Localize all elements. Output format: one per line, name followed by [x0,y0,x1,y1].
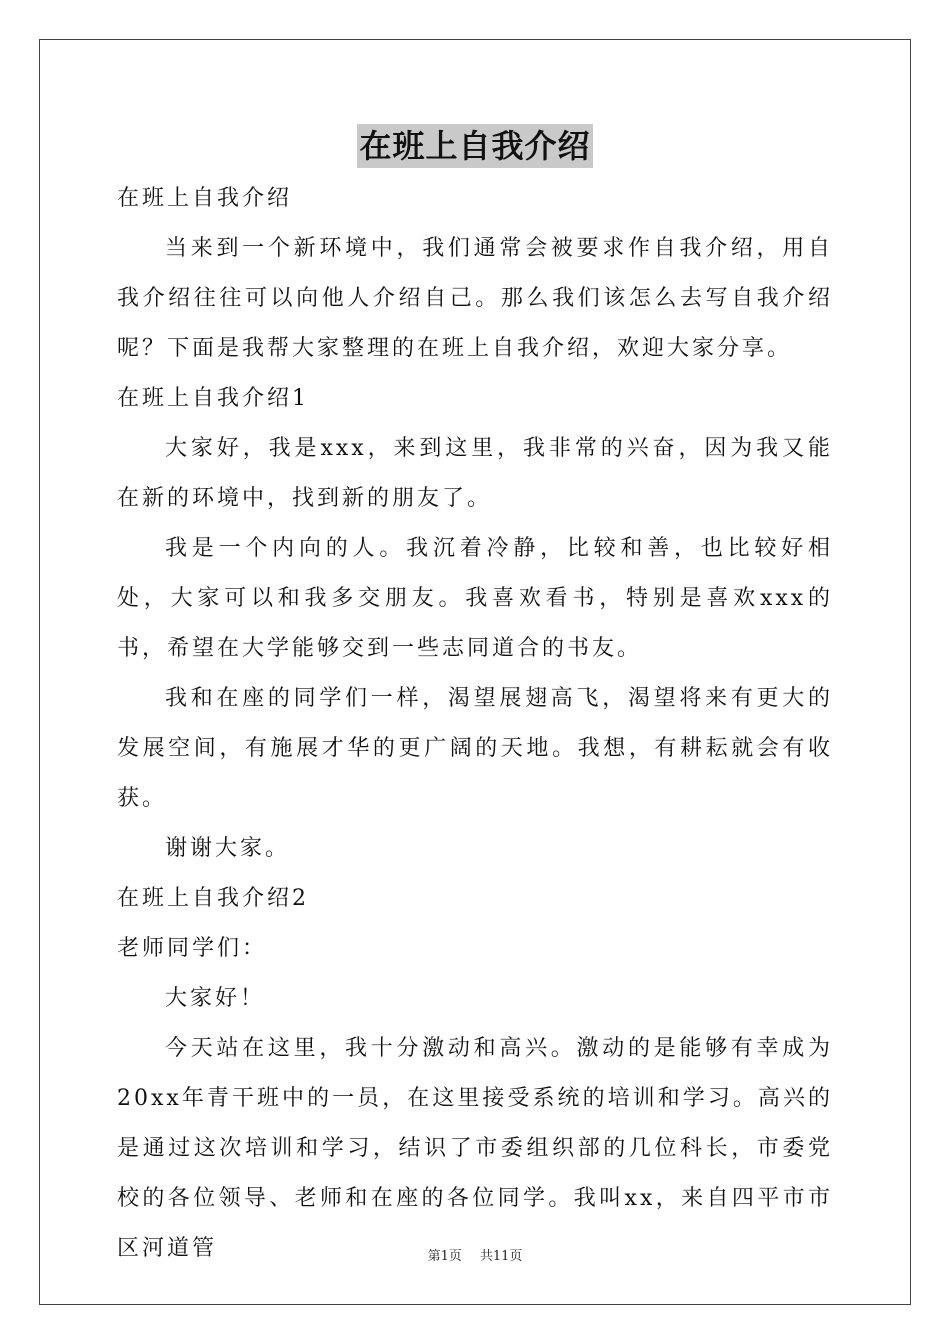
title-container [0,124,950,168]
page-footer [0,1248,950,1266]
body-paragraph: 大家好，我是xxx，来到这里，我非常的兴奋，因为我又能在新的环境中，找到新的朋友了。 [117,436,833,511]
section-heading: 在班上自我介绍1 [117,386,309,411]
body-paragraph: 今天站在这里，我十分激动和高兴。激动的是能够有幸成为20xx年青干班中的一员，在这里接受系统的培训和学习。高兴的是通过这次培训和学习，结识了市委组织部的几位科长，市委党校的各位领导、老师和在座的各位同学。我叫xx，来自四平市市区河道管 [117,1036,833,1261]
section-heading: 在班上自我介绍 [117,186,293,211]
salutation: 老师同学们： [117,936,268,961]
intro-paragraph: 当来到一个新环境中，我们通常会被要求作自我介绍，用自我介绍往往可以向他人介绍自己。那么我们该怎么去写自我介绍呢？下面是我帮大家整理的在班上自我介绍，欢迎大家分享。 [117,236,833,361]
total-pages: 共11页 [479,1249,523,1264]
greeting: 大家好！ [165,986,266,1011]
page-number: 第1页 [427,1249,462,1264]
body-paragraph: 我是一个内向的人。我沉着冷静，比较和善，也比较好相处，大家可以和我多交朋友。我喜欢看书，特别是喜欢xxx的书，希望在大学能够交到一些志同道合的书友。 [117,536,833,661]
body-paragraph: 我和在座的同学们一样，渴望展翅高飞，渴望将来有更大的发展空间，有施展才华的更广阔的天地。我想，有耕耘就会有收获。 [117,686,833,811]
document-title: 在班上自我介绍 [357,124,592,168]
section-heading: 在班上自我介绍2 [117,886,309,911]
body-paragraph: 谢谢大家。 [165,836,291,861]
document-body [117,174,833,1274]
